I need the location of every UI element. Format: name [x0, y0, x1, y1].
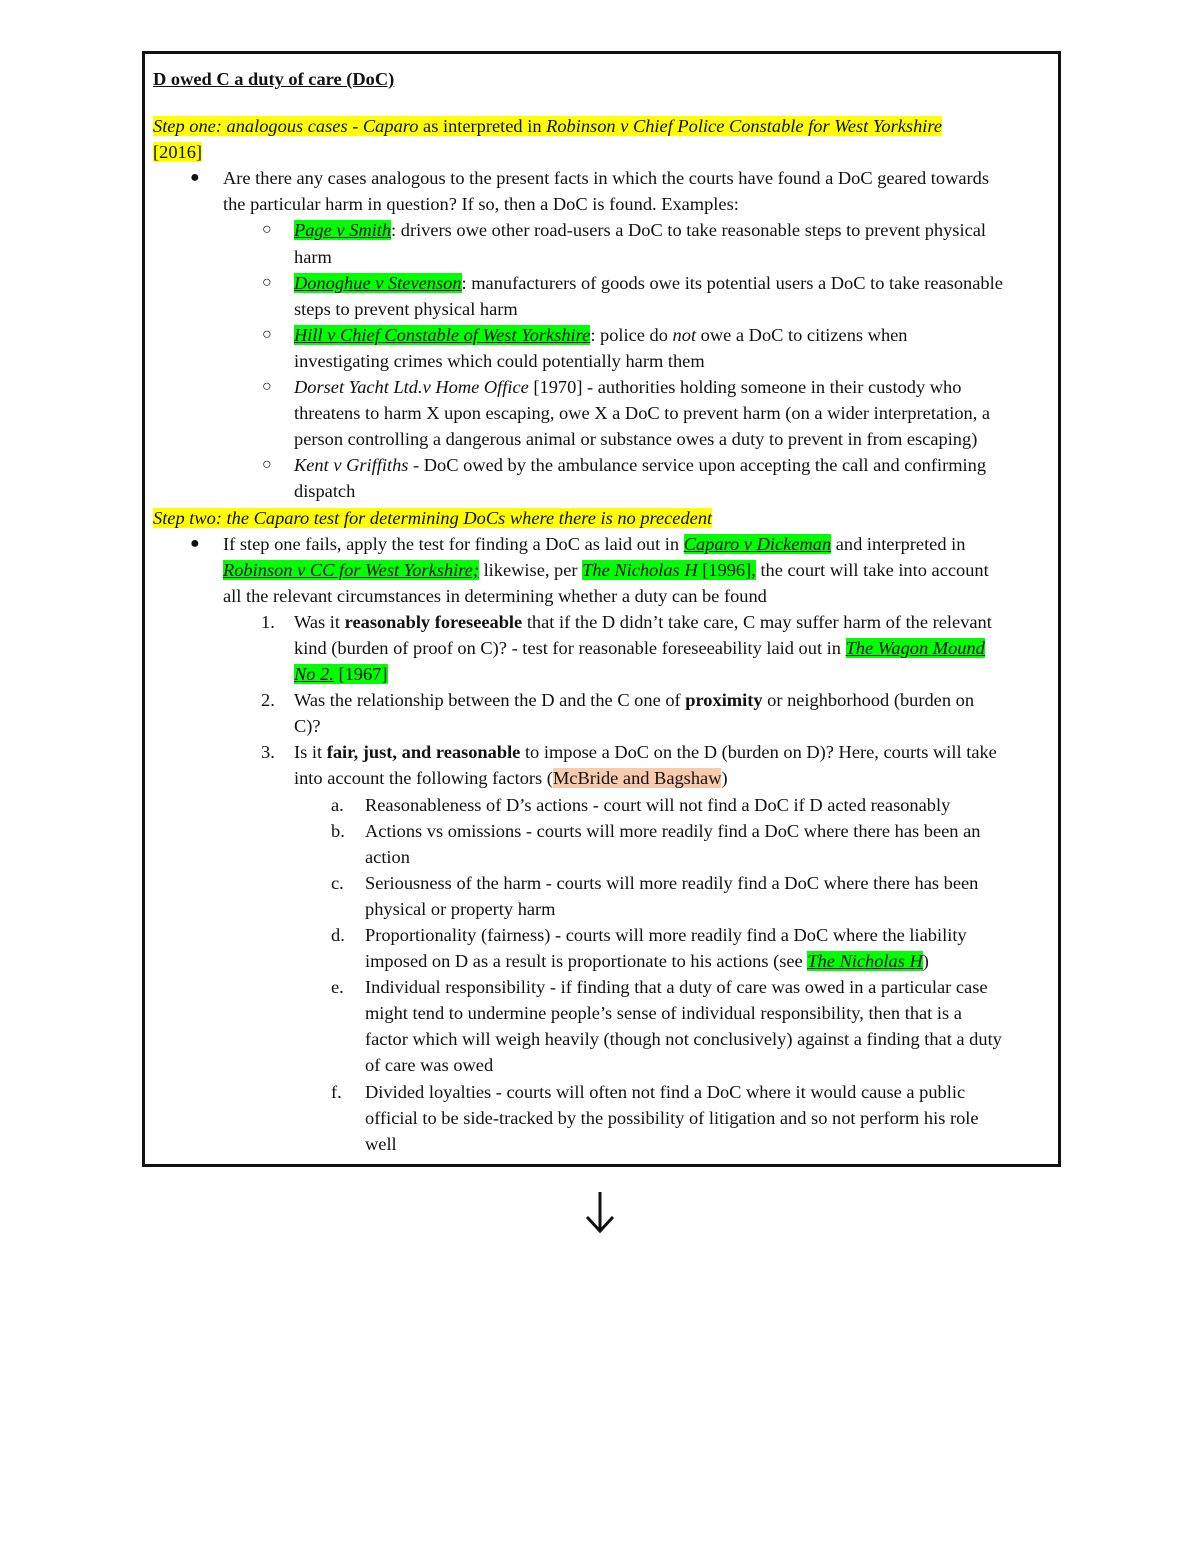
example-item: ○ Dorset Yacht Ltd.v Home Office [1970] - authorities holding someone in their custody who — [153, 374, 1052, 400]
hollow-bullet-icon: ○ — [262, 325, 272, 343]
hollow-bullet-icon: ○ — [262, 221, 272, 239]
notes-content: D owed C a duty of care (DoC) Step one: analogous cases - Caparo as interpreted in Robinson v Chief Police Constable for West Yorkshire [2016] ● Are there any cases analogous to the present facts in which the courts have found a DoC geared towards the particular harm in question? If so, then a DoC is found. Examples: ○ Page v Smith: drivers owe other road-users a DoC to take reasonable steps to prevent physical harm ○ Donoghue v Stevenson: manufacturers of goods owe its potential users a DoC to take reasonable steps to prevent physical harm ○ Hill v Chief Constable of West Yorkshire: police do not owe a DoC to citizens when investigating crimes which could potentially harm them ○ Dorset Yacht Ltd.v Home Office [1970] - authorities holding someone in their custody who threatens to harm X upon escaping, owe X a DoC to prevent harm (on a wider interpretation, a person controlling a dangerous animal or substance owes a duty to prevent in from escaping) ○ Kent v Griffiths - DoC owed by the ambulance service upon accepting the call and confirming dispatch Step two: the Caparo test for determining DoCs where there is no precedent ● If step one fails, apply the test for finding a DoC as laid out in Caparo v Dickeman and interpreted in Robinson v CC for West Yorkshire; likewise, per The Nicholas H [1996], the court will take into account all the relevant circumstances in determining whether a duty can be found 1. Was it reasonably foreseeable that if the D didn’t take care, C may suffer harm of the relevant kind (burden of proof on C)? - test for reasonable foreseeability laid out in The Wagon Mound No 2. [1967] 2. Was the relationship between the D and the C one of proximity or neighborhood (burden on C)? 3. Is it fair, just, and reasonable to impose a DoC on the D (burden on D)? Here, courts will take into account the following factors (McBride and Bagshaw) a. Reasonableness of D’s actions - court will not find a DoC if D acted reasonably b. Actions vs omissions - courts will more readily find a DoC where there has been an action c. Seriousness of the harm - courts will more readily find a DoC where there has been physical or property harm d. Proportionality (fairness) - courts will more readily find a DoC where the liability imposed on D as a result is proportionate to his actions (see The Nicholas H) e. Individual responsibility - if finding that a duty of care was owed in a particular case might tend to undermine people’s sense of individual responsibility, then that is a factor which will weigh heavily (though not conclusively) against a finding that a duty of care was owed f. Divided loyalties - courts will often not find a DoC where it would cause a public official to be side-tracked by the possibility of litigation and so not perform his role well — [153, 66, 1052, 1157]
case-name: Page v Smith — [294, 220, 392, 241]
example-item: ○ Hill v Chief Constable of West Yorkshire: police do not owe a DoC to citizens when — [153, 322, 1052, 348]
factor-item: f. Divided loyalties - courts will often not find a DoC where it would cause a public — [331, 1081, 966, 1102]
case-name: Kent v Griffiths — [294, 455, 409, 476]
case-name: Donoghue v Stevenson — [294, 272, 462, 293]
hollow-bullet-icon: ○ — [262, 456, 272, 474]
step-two-heading: Step two: the Caparo test for determining DoCs where there is no precedent — [153, 507, 713, 528]
case-name: Caparo v Dickeman — [683, 533, 832, 554]
step-one-heading: Step one: analogous cases - Caparo as interpreted in Robinson v Chief Police Constable for West Yorkshire — [153, 116, 943, 137]
reference-citation: McBride and Bagshaw — [552, 768, 722, 789]
example-item: ○ Page v Smith: drivers owe other road-users a DoC to take reasonable steps to prevent physical — [153, 217, 1052, 243]
case-name: Dorset Yacht Ltd.v Home Office — [294, 377, 529, 398]
hollow-bullet-icon: ○ — [262, 378, 272, 396]
notes-box — [142, 51, 1061, 1167]
bullet-icon: ● — [190, 169, 200, 187]
test-item: 1. Was it reasonably foreseeable that if the D didn’t take care, C may suffer harm of the relevant — [261, 611, 992, 632]
list-item: ● If step one fails, apply the test for finding a DoC as laid out in Caparo v Dickeman and interpreted in — [153, 531, 1052, 557]
test-item: 2. Was the relationship between the D and the C one of proximity or neighborhood (burden on — [261, 690, 975, 711]
example-item: ○ Kent v Griffiths - DoC owed by the ambulance service upon accepting the call and confirming — [153, 452, 1052, 478]
step-one-year: [2016] — [153, 142, 203, 163]
step-one-case: Robinson v Chief Police Constable for West Yorkshire — [546, 116, 943, 137]
case-name: Hill v Chief Constable of West Yorkshire — [294, 324, 591, 345]
list-item: ● Are there any cases analogous to the present facts in which the courts have found a DoC geared towards — [153, 165, 1052, 191]
case-name: No 2. — [294, 664, 334, 685]
factor-item: a. Reasonableness of D’s actions - court will not find a DoC if D acted reasonably — [331, 794, 951, 815]
factor-item: e. Individual responsibility - if finding that a duty of care was owed in a particular case — [331, 977, 988, 998]
factor-item: b. Actions vs omissions - courts will more readily find a DoC where there has been an — [331, 820, 981, 841]
step-one-label: Step one: analogous cases - Caparo — [153, 116, 419, 137]
factor-item: d. Proportionality (fairness) - courts will more readily find a DoC where the liability — [331, 925, 967, 945]
bullet-icon: ● — [190, 534, 200, 552]
down-arrow-icon — [580, 1188, 620, 1236]
case-name: Robinson v CC for West Yorkshire; — [223, 559, 479, 580]
factor-item: c. Seriousness of the harm - courts will more readily find a DoC where there has been — [331, 872, 979, 893]
example-item: ○ Donoghue v Stevenson: manufacturers of goods owe its potential users a DoC to take reasonable — [153, 270, 1052, 296]
case-name: The Nicholas H — [582, 559, 698, 580]
case-name: The Nicholas H — [807, 951, 923, 972]
page-title: D owed C a duty of care (DoC) — [153, 69, 395, 89]
case-name: The Wagon Mound — [845, 637, 985, 658]
test-item: 3. Is it fair, just, and reasonable to impose a DoC on the D (burden on D)? Here, courts will take — [261, 742, 997, 763]
hollow-bullet-icon: ○ — [262, 273, 272, 291]
